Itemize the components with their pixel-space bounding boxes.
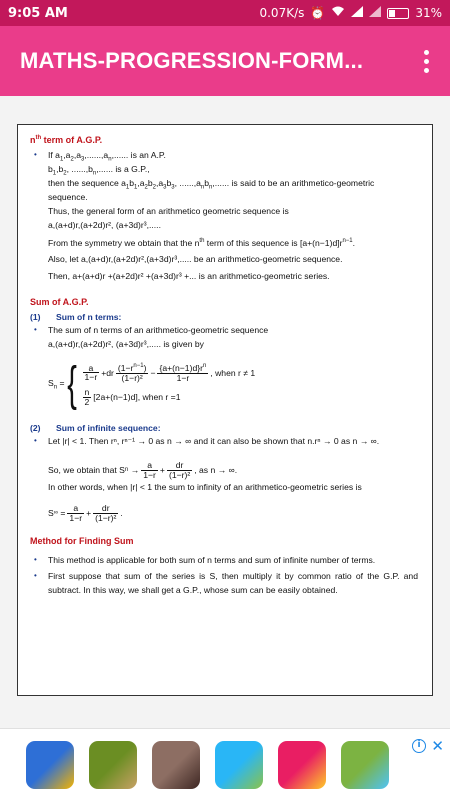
app-title: MATHS-PROGRESSION-FORM...: [20, 48, 364, 73]
doc-line: • The sum of n terms of an arithmetico-geometric sequence: [34, 325, 269, 335]
doc-line: a,(a+d)r,(a+2d)r², (a+3d)r³,.....: [48, 220, 161, 230]
doc-line: Also, let a,(a+d)r,(a+2d)r²,(a+3d)r³,..... be an arithmetico-geometric sequence.: [48, 254, 343, 264]
doc-line: Then, a+(a+d)r +(a+2d)r² +(a+3d)r³ +... is an arithmetico-geometric series.: [48, 271, 330, 281]
doc-line: So, we obtain that S n → $\frac{a}{1-r}$ + $\frac{dr}{\text{(1−r)²}}$ , as n → ∞.: [48, 459, 238, 480]
subsection-2-heading: (2) Sum of infinite sequence:: [30, 423, 161, 433]
method-heading: Method for Finding Sum: [30, 536, 134, 546]
status-time: 9:05 AM: [8, 5, 68, 21]
document-viewer[interactable]: [0, 96, 450, 728]
doc-line: $b_1,b_2$, $......,b_n$,...... is a G.P.,: [48, 164, 150, 177]
ad-tile-1[interactable]: [26, 741, 74, 789]
wifi-icon: [331, 6, 345, 20]
battery-percent: 31%: [415, 6, 442, 20]
app-bar: [0, 26, 450, 96]
doc-line: • If $a_1,a_2,a_3,......,a_n$,...... is an A.P.: [34, 150, 166, 163]
network-speed: 0.07K/s: [259, 6, 305, 20]
doc-line: • This method is applicable for both sum of n terms and sum of infinite number of terms.: [34, 555, 376, 565]
adchoices-icon[interactable]: i: [412, 739, 426, 753]
overflow-menu-icon[interactable]: [414, 46, 438, 76]
ad-tile-5[interactable]: [278, 741, 326, 789]
subsection-1-heading: (1) Sum of n terms:: [30, 312, 122, 322]
doc-line: then the sequence $a_1b_1,a_2b_2,a_3b_3$, $......,a_nb_n$,...... is said to be an arithmetico-geometric: [48, 178, 375, 191]
ad-banner[interactable]: [0, 728, 450, 800]
alarm-icon: ⏰: [310, 6, 326, 20]
ad-tile-3[interactable]: [152, 741, 200, 789]
doc-line: sequence.: [48, 192, 88, 202]
ad-close-icon[interactable]: ✕: [431, 737, 444, 755]
signal-icon-2: [369, 6, 381, 20]
ad-tile-4[interactable]: [215, 741, 263, 789]
document-page: [17, 124, 433, 696]
ad-tile-2[interactable]: [89, 741, 137, 789]
doc-line: • Let |r| < 1. Then rⁿ, rⁿ⁻¹ → 0 as n → ∞ and it can also be shown that n.rⁿ → 0 as n → ∞.: [34, 436, 380, 446]
agp-term-heading: $n^{th}$ term of A.G.P.: [30, 135, 103, 145]
battery-level: [389, 10, 394, 17]
infinite-sum-formula: S ∞ = $\frac{a}{1-r}$ + $\frac{dr}{\text{(1−r)²}}$ .: [48, 502, 123, 523]
doc-line: a,(a+d)r,(a+2d)r², (a+3d)r³,..... is given by: [48, 339, 204, 349]
battery-icon: [387, 8, 409, 19]
sum-formula: $S_n$ = { $\frac{a}{1-r}$ +dr $\frac{(1-r^{n-1})}{\text{(1−r)²}}$ − $\frac{\{a+(n-1)d\}r^n}{1-r}$ , when r ≠ 1 $\frac{n}{2}$ [2a+(n−1)d], when r =1: [48, 358, 256, 411]
status-bar: [0, 0, 450, 26]
doc-line: From the symmetry we obtain that the $n^{th}$ term of this sequence is $[a+(n-1)d]r^{n-1}$.: [48, 237, 356, 248]
doc-line: • First suppose that sum of the series is S, then multiply it by common ratio of the G.P. and subtract. In this way, we shall get a G.P., whose sum can be easily obtained.: [34, 570, 418, 595]
doc-line: In other words, when |r| < 1 the sum to infinity of an arithmetico-geometric series is: [48, 482, 362, 492]
signal-icon-1: [351, 6, 363, 20]
doc-line: Thus, the general form of an arithmetico geometric sequence is: [48, 206, 289, 216]
ad-tile-6[interactable]: [341, 741, 389, 789]
status-right: [259, 6, 442, 20]
sum-heading: Sum of A.G.P.: [30, 297, 89, 307]
